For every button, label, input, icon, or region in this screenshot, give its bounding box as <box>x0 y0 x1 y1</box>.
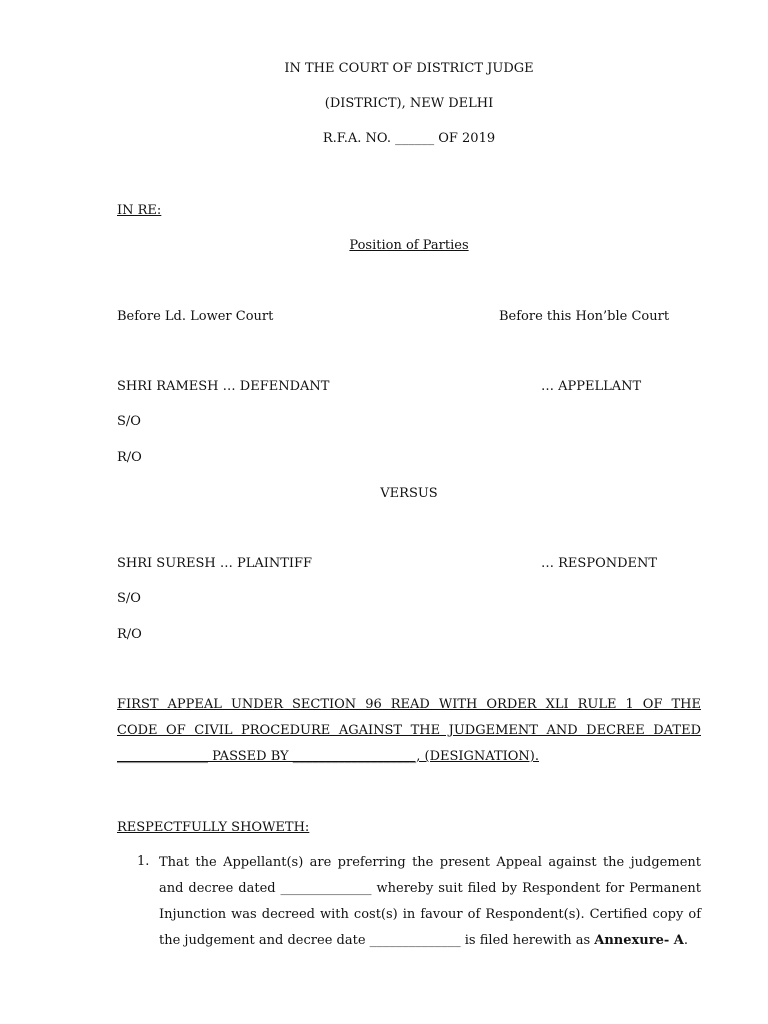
annexure-reference: Annexure- A <box>594 933 684 948</box>
appellant-name: SHRI RAMESH … DEFENDANT <box>117 379 330 394</box>
court-location: (DISTRICT), NEW DELHI <box>324 96 494 111</box>
appellant-role: … APPELLANT <box>541 379 642 394</box>
case-number: R.F.A. NO. ______ OF 2019 <box>322 131 496 146</box>
paragraph-number: 1. <box>137 854 150 869</box>
honble-court-column-heading: Before this Hon’ble Court <box>499 309 670 324</box>
paragraph-1-text: That the Appellant(s) are preferring the present Appeal against the judgement and decree dated ______________ whereby suit filed by Respondent for Permanent Injunction was decreed with cost(s) in favour of Respondent(s). Certified copy of the judgement and decree date ______________ is filed herewith as <box>159 855 701 948</box>
appellant-resident-of: R/O <box>117 450 142 465</box>
respondent-role: … RESPONDENT <box>541 556 658 571</box>
lower-court-column-heading: Before Ld. Lower Court <box>117 309 274 324</box>
paragraph-1 <box>159 850 701 954</box>
respectfully-showeth-heading: RESPECTFULLY SHOWETH: <box>117 820 310 835</box>
respondent-name: SHRI SURESH … PLAINTIFF <box>117 556 313 571</box>
appeal-title-line-3: ______________ PASSED BY ___________________, (DESIGNATION). <box>117 749 540 764</box>
position-of-parties-heading: Position of Parties <box>349 238 469 253</box>
in-re-heading: IN RE: <box>117 203 162 218</box>
respondent-son-of: S/O <box>117 591 141 606</box>
appeal-title-line-2: CODE OF CIVIL PROCEDURE AGAINST THE JUDGEMENT AND DECREE DATED <box>117 723 701 738</box>
paragraph-1-end: . <box>683 933 688 948</box>
appeal-title-line-1: FIRST APPEAL UNDER SECTION 96 READ WITH ORDER XLI RULE 1 OF THE <box>117 697 701 712</box>
respondent-resident-of: R/O <box>117 627 142 642</box>
court-title: IN THE COURT OF DISTRICT JUDGE <box>284 61 534 76</box>
versus-label: VERSUS <box>380 486 438 501</box>
appellant-son-of: S/O <box>117 414 141 429</box>
